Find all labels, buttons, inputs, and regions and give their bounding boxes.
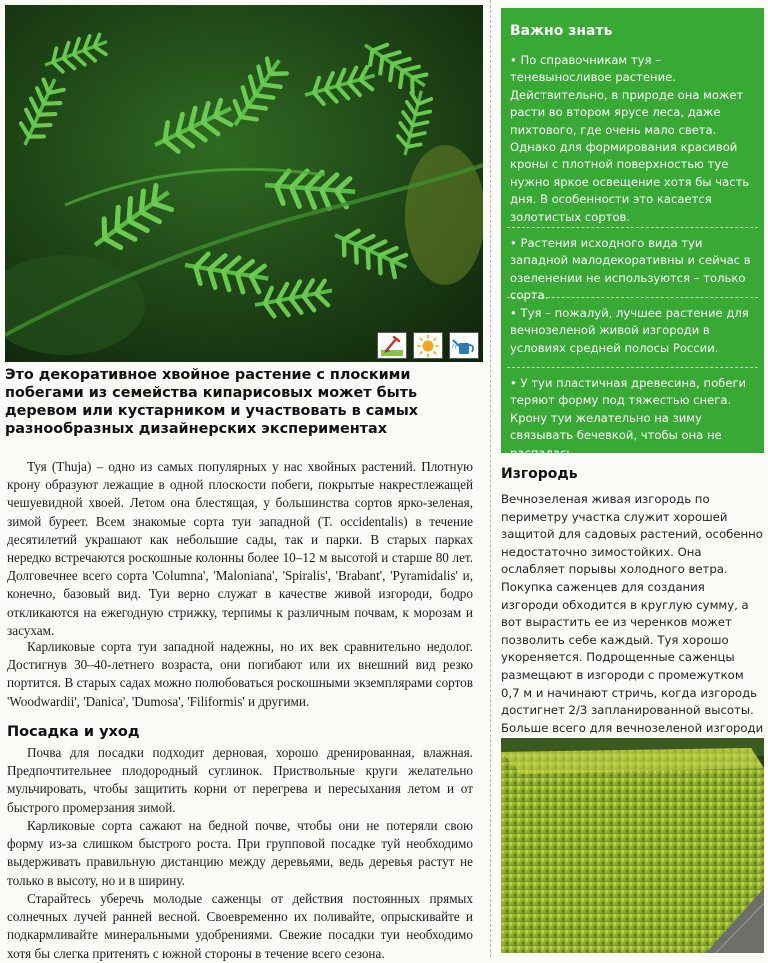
fact-item: • У туи пластичная древесина, побеги теряют форму под тяжестью снега. Крону туи желательно на зиму связывать бечевкой, чтобы она не распалась.	[510, 376, 747, 460]
important-facts-box	[501, 8, 764, 460]
care-icons	[377, 332, 479, 359]
body-text: Карликовые сорта туи западной надежны, но их век сравнительно недолог. Достигнув 30–40-летнего возраста, они погибают или их внешний вид резко портится. В старых садах можно полюбоваться роскошными экземплярами сортов 'Woodwardii', 'Danica', 'Dumosa', 'Filiformis' и другими.	[7, 639, 473, 709]
spacing-paragraph	[7, 817, 473, 890]
divider	[507, 367, 758, 368]
lead-paragraph: Это декоративное хвойное растение с плоскими побегами из семейства кипарисовых может быть деревом или кустарником и участвовать в самых разнообразных дизайнерских экспериментах	[5, 367, 419, 437]
sun-icon	[413, 332, 443, 359]
divider	[507, 227, 758, 228]
important-facts-title: Важно знать	[510, 23, 613, 39]
fact-item: • Туя – пожалуй, лучшее растение для вечнозеленой живой изгороди в условиях средней полосы России.	[510, 306, 749, 355]
shovel-icon	[377, 332, 407, 359]
hedge-heading: Изгородь	[501, 466, 578, 482]
column-divider	[490, 0, 491, 957]
watering-can-icon	[449, 332, 479, 359]
body-text: Почва для посадки подходит дерновая, хорошо дренированная, влажная. Предпочтительнее плодородный суглинок. Приствольные круги желательно мульчировать, чтобы защитить корни от перегрева и пересыхания летом и от быстрого промерзания зимой.	[7, 745, 473, 815]
divider	[507, 297, 758, 298]
fact-item: • По справочникам туя – теневыносливое растение. Действительно, в природе она может расти во втором ярусе леса, даже пихтового, где очень мало света. Однако для формирования красивой кроны с плотной поверхностью туе нужно яркое освещение хотя бы часть дня. В особенности это касается золотистых сортов.	[510, 53, 750, 224]
thuja-branch-photo	[5, 5, 483, 362]
body-text: Туя (Thuja) – одно из самых популярных у нас хвойных растений. Плотную крону образуют лежащие в одной плоскости побеги, покрытые накрестлежащей чешуевидной хвоей. Летом она блестящая, у большинства сортов ярко-зеленая, зимой буреет. Всем знакомые сорта туи западной (T. occidentalis) в течение десятилетий украшают как небольшие сады, так и парки. В старых парках нередко встречаются роскошные колонны более 10–12 м высотой и старше 80 лет. Долговечнее всего сорта 'Columna', 'Maloniana', 'Spiralis', 'Brabant', 'Pyramidalis' и, конечно, базовый вид. Туи верно служат в качестве живой изгороди, бодро откликаются на ежегодную стрижку, терпимы к различным почвам, к морозам и засухам.	[7, 459, 473, 638]
intro-paragraph	[7, 458, 473, 640]
body-text: Карликовые сорта сажают на бедной почве, чтобы они не потеряли свою форму из-за слишком быстрого роста. При групповой посадке туй необходимо выдерживать правильную дистанцию между деревьями, ведь деревья растут не только в высоту, но и в ширину.	[7, 818, 473, 888]
planting-section-heading: Посадка и уход	[7, 724, 140, 740]
soil-paragraph	[7, 744, 473, 817]
dwarf-varieties-paragraph	[7, 638, 473, 711]
body-text: Старайтесь уберечь молодые саженцы от действия постоянных прямых солнечных лучей ранней весной. Своевременно их поливайте, опрыскивайте и подкармливайте минеральными удобрениями. Свежие посадки туи необходимо хотя бы слегка притенять с южной стороны в течение всего сезона.	[7, 891, 473, 961]
hedge-paragraph: Вечнозеленая живая изгородь по периметру участка служит хорошей защитой для садовых растений, особенно недостаточно зимостойких. Она ослабляет порывы холодного ветра. Покупка саженцев для создания изгороди обходится в круглую сумму, а вот вырастить ее из черенков может позволить себе каждый. Туя хорошо укореняется. Подрощенные саженцы размещают в изгороди с промежутком 0,7 м и начинают стричь, когда изгородь достигнет 2/3 запланированной высоты. Больше всего для вечнозеленой изгороди	[501, 492, 764, 735]
thuja-hedge-photo	[501, 738, 764, 953]
fact-item: • Растения исходного вида туи западной малодекоративны и сейчас в озеленении не используются – только сорта.	[510, 236, 751, 303]
sun-protection-paragraph	[7, 890, 473, 963]
